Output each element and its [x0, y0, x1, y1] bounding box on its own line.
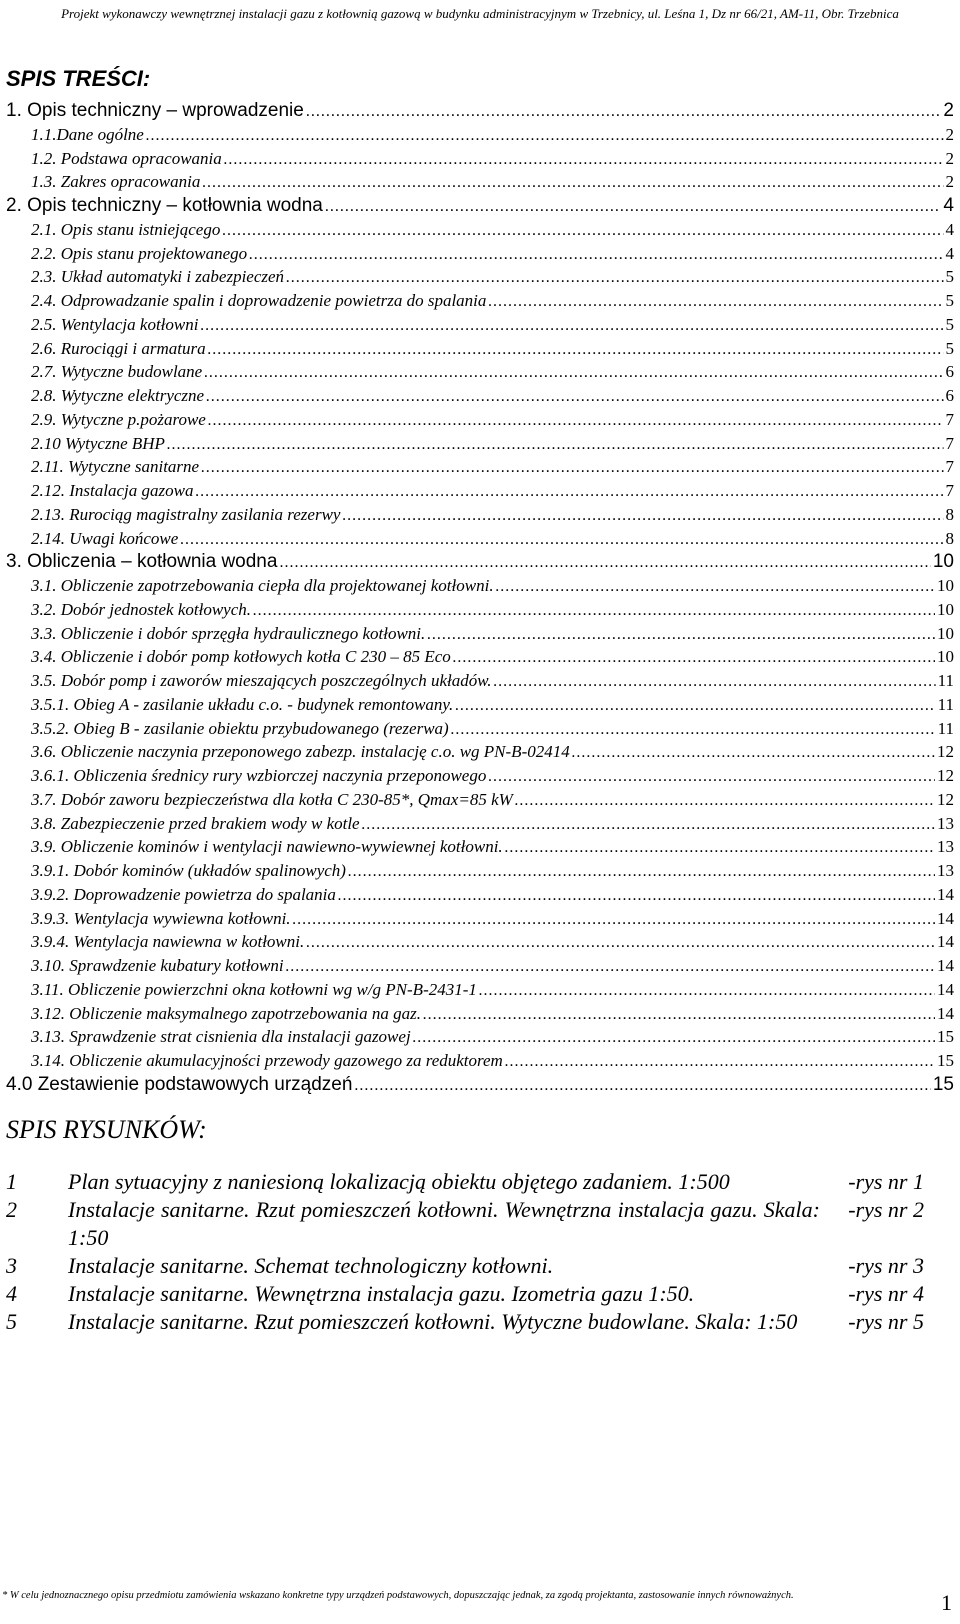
toc-leader-dots: [342, 504, 943, 528]
toc-entry-page: 13: [937, 837, 954, 857]
toc-entry[interactable]: [6, 384, 954, 408]
toc-entry-page: 5: [945, 267, 954, 287]
toc-leader-dots: [572, 741, 935, 765]
toc-entry-title: 1.2. Podstawa opracowania: [31, 148, 222, 168]
toc-title: SPIS TREŚCI:: [6, 66, 151, 91]
toc-leader-dots: [206, 385, 943, 409]
toc-entry-title: 1.1.Dane ogólne: [31, 124, 144, 144]
toc-leader-dots: [279, 551, 930, 575]
figure-reference: -rys nr 4: [848, 1281, 924, 1306]
toc-entry[interactable]: [6, 645, 954, 669]
toc-entry[interactable]: [6, 289, 954, 313]
toc-entry[interactable]: [6, 717, 954, 741]
toc-entry-page: 6: [945, 386, 954, 405]
toc-entry-page: 14: [937, 884, 954, 904]
figure-reference: -rys nr 5: [848, 1309, 924, 1334]
toc-leader-dots: [427, 623, 935, 647]
toc-entry-title: 3.6.1. Obliczenia średnicy rury wzbiorczej naczynia przeponowego: [31, 766, 487, 785]
toc-entry-page: 10: [937, 647, 954, 667]
toc-entry-title: 2.4. Odprowadzanie spalin i doprowadzenie powietrza do spalania: [31, 291, 487, 310]
toc-entry-page: 11: [937, 694, 954, 714]
toc-entry-page: 12: [937, 742, 954, 762]
toc-entry-page: 15: [937, 1051, 954, 1070]
page-header: Projekt wykonawczy wewnętrznej instalacji gazu z kotłownią gazową w budynku administracyjnym w Trzebnicy, ul. Leśna 1, Dz nr 66/21, AM-11, Obr. Trzebnica: [61, 6, 899, 21]
toc-entry-title: 2.12. Instalacja gazowa: [31, 481, 194, 500]
toc-entry[interactable]: [6, 669, 954, 693]
toc-leader-dots: [200, 314, 943, 338]
toc-entry-title: 2.3. Układ automatyki i zabezpieczeń: [31, 267, 285, 287]
toc-entry-title: 3.9.4. Wentylacja nawiewna w kotłowni.: [31, 932, 305, 952]
toc-leader-dots: [208, 409, 944, 433]
toc-entry-page: 15: [932, 1073, 954, 1095]
figure-entry: [6, 1308, 924, 1336]
toc-entry-page: 10: [937, 599, 954, 619]
toc-entry[interactable]: [6, 99, 954, 123]
toc-entry[interactable]: [6, 1025, 954, 1049]
toc-leader-dots: [286, 955, 935, 979]
figure-description: Instalacje sanitarne. Rzut pomieszczeń kotłowni. Wytyczne budowlane. Skala: 1:50: [68, 1309, 798, 1334]
toc-entry-title: 2.11. Wytyczne sanitarne: [31, 457, 200, 477]
toc-leader-dots: [488, 290, 943, 314]
toc-leader-dots: [505, 1050, 935, 1074]
page-number: 1: [941, 1590, 952, 1615]
toc-entry-title: 4.0 Zestawienie podstawowych urządzeń: [6, 1073, 353, 1095]
toc-entry[interactable]: [6, 432, 954, 456]
toc-leader-dots: [222, 219, 943, 243]
figure-reference: -rys nr 1: [848, 1169, 924, 1194]
toc-entry-title: 3.7. Dobór zaworu bezpieczeństwa dla kotła C 230-85*, Qmax=85 kW: [31, 789, 513, 809]
figure-number: 3: [6, 1253, 17, 1278]
toc-entry-title: 2.6. Rurociągi i armatura: [31, 338, 206, 358]
figure-entry: [6, 1168, 924, 1196]
toc-entry[interactable]: [6, 242, 954, 266]
toc-entry[interactable]: [6, 1002, 954, 1026]
toc-entry[interactable]: [6, 978, 954, 1002]
toc-entry-page: 11: [937, 718, 954, 738]
toc-entry-page: 4: [945, 243, 954, 263]
toc-entry-title: 2.9. Wytyczne p.pożarowe: [31, 409, 206, 429]
toc-entry-page: 5: [945, 291, 954, 310]
toc-entry-title: 2.1. Opis stanu istniejącego: [31, 219, 221, 239]
toc-entry[interactable]: [6, 574, 954, 598]
toc-entry[interactable]: [6, 740, 954, 764]
toc-leader-dots: [224, 148, 944, 172]
toc-leader-dots: [293, 908, 935, 932]
toc-entry-title: 3.4. Obliczenie i dobór pomp kotłowych kotła C 230 – 85 Eco: [31, 647, 451, 667]
figure-description: Instalacje sanitarne. Rzut pomieszczeń kotłowni. Wewnętrzna instalacja gazu. Skala: 1:50: [68, 1197, 820, 1250]
toc-entry-page: 11: [937, 671, 954, 690]
toc-leader-dots: [496, 575, 935, 599]
toc-entry-title: 3.9.2. Doprowadzenie powietrza do spalania: [31, 884, 336, 904]
figure-reference: -rys nr 2: [848, 1197, 924, 1222]
toc-entry-title: 3.6. Obliczenie naczynia przeponowego zabezp. instalację c.o. wg PN-B-02414: [31, 742, 570, 762]
toc-entry-page: 2: [945, 124, 954, 144]
figures-list: [6, 1168, 924, 1336]
toc-entry-page: 15: [937, 1027, 954, 1047]
toc-leader-dots: [146, 124, 944, 148]
toc-entry-page: 5: [945, 314, 954, 334]
toc-leader-dots: [455, 694, 935, 718]
toc-entry-page: 14: [937, 932, 954, 952]
toc-entry[interactable]: [6, 527, 954, 551]
toc-entry-page: 14: [937, 979, 954, 999]
toc-entry-title: 2.13. Rurociąg magistralny zasilania rezerwy: [31, 504, 341, 524]
table-of-contents: [6, 99, 954, 1097]
toc-entry-page: 13: [937, 813, 954, 833]
toc-entry-title: 2.10 Wytyczne BHP: [31, 433, 165, 453]
toc-leader-dots: [204, 361, 943, 385]
toc-entry[interactable]: [6, 764, 954, 788]
toc-entry[interactable]: [6, 147, 954, 171]
toc-entry[interactable]: [6, 622, 954, 646]
toc-entry[interactable]: [6, 1073, 954, 1097]
toc-entry[interactable]: [6, 907, 954, 931]
toc-entry[interactable]: [6, 1049, 954, 1073]
toc-entry[interactable]: [6, 408, 954, 432]
toc-entry-page: 12: [937, 789, 954, 809]
toc-entry-title: 3.14. Obliczenie akumulacyjności przewody gazowego za reduktorem: [31, 1051, 503, 1070]
figure-number: 2: [6, 1197, 17, 1222]
toc-leader-dots: [201, 456, 943, 480]
toc-entry-title: 3.12. Obliczenie maksymalnego zapotrzebowania na gaz.: [31, 1003, 422, 1023]
toc-entry[interactable]: [6, 337, 954, 361]
toc-entry-page: 13: [937, 861, 954, 880]
toc-entry-page: 4: [943, 195, 954, 216]
toc-entry-title: 2.5. Wentylacja kotłowni: [31, 314, 199, 334]
toc-entry-page: 4: [945, 219, 954, 239]
toc-entry[interactable]: [6, 313, 954, 337]
toc-entry[interactable]: [6, 194, 954, 218]
toc-entry[interactable]: [6, 788, 954, 812]
toc-entry-title: 3.11. Obliczenie powierzchni okna kotłowni wg w/g PN-B-2431-1: [31, 979, 477, 999]
figure-reference: -rys nr 3: [848, 1253, 924, 1278]
toc-entry-title: 3. Obliczenia – kotłownia wodna: [6, 551, 278, 573]
toc-entry-title: 3.3. Obliczenie i dobór sprzęgła hydraulicznego kotłowni.: [31, 623, 426, 643]
toc-entry-title: 3.8. Zabezpieczenie przed brakiem wody w kotle: [31, 813, 360, 833]
toc-leader-dots: [479, 979, 935, 1003]
figure-description: Instalacje sanitarne. Schemat technologiczny kotłowni.: [68, 1253, 554, 1278]
figure-entry: [6, 1280, 924, 1308]
toc-entry-page: 7: [945, 433, 954, 453]
toc-entry-page: 14: [937, 908, 954, 928]
toc-entry-page: 14: [937, 956, 954, 975]
toc-entry-title: 3.2. Dobór jednostek kotłowych.: [31, 599, 252, 619]
toc-leader-dots: [180, 528, 943, 552]
figure-number: 5: [6, 1309, 17, 1334]
figure-description: Instalacje sanitarne. Wewnętrzna instalacja gazu. Izometria gazu 1:50.: [68, 1281, 695, 1306]
toc-entry-page: 8: [945, 528, 954, 548]
toc-entry[interactable]: [6, 859, 954, 883]
toc-entry-title: 1.3. Zakres opracowania: [31, 172, 201, 192]
toc-entry-page: 10: [937, 623, 954, 643]
toc-entry-page: 2: [943, 100, 954, 121]
figure-description: Plan sytuacyjny z naniesioną lokalizacją obiektu objętego zadaniem. 1:500: [68, 1169, 730, 1194]
toc-entry-page: 7: [945, 481, 954, 500]
toc-entry-title: 3.5.1. Obieg A - zasilanie układu c.o. - budynek remontowany.: [31, 694, 454, 714]
toc-entry-title: 3.9. Obliczenie kominów i wentylacji nawiewno-wywiewnej kotłowni.: [31, 837, 503, 857]
toc-entry-title: 2.14. Uwagi końcowe: [31, 528, 179, 548]
toc-entry-page: 2: [945, 172, 954, 192]
toc-leader-dots: [249, 243, 943, 267]
toc-entry[interactable]: [6, 360, 954, 384]
figures-title: SPIS RYSUNKÓW:: [6, 1115, 207, 1144]
figure-entry: [6, 1252, 924, 1280]
toc-leader-dots: [362, 813, 935, 837]
toc-leader-dots: [195, 480, 943, 504]
toc-entry-title: 3.13. Sprawdzenie strat cisnienia dla instalacji gazowej: [31, 1027, 411, 1047]
toc-entry[interactable]: [6, 503, 954, 527]
toc-entry-page: 12: [937, 766, 954, 785]
figure-entry: [6, 1196, 924, 1252]
toc-entry[interactable]: [6, 170, 954, 194]
toc-leader-dots: [515, 789, 935, 813]
toc-entry-page: 7: [945, 409, 954, 429]
toc-leader-dots: [348, 860, 935, 884]
toc-entry[interactable]: [6, 550, 954, 574]
toc-leader-dots: [494, 670, 936, 694]
toc-entry-page: 10: [932, 551, 954, 573]
figure-number: 4: [6, 1281, 17, 1306]
toc-entry-title: 3.5.2. Obieg B - zasilanie obiektu przybudowanego (rezerwa): [31, 718, 449, 738]
toc-entry-title: 1. Opis techniczny – wprowadzenie: [6, 100, 304, 121]
toc-entry-title: 3.1. Obliczenie zapotrzebowania ciepła dla projektowanej kotłowni.: [31, 576, 494, 595]
toc-entry[interactable]: [6, 265, 954, 289]
toc-leader-dots: [306, 931, 935, 955]
toc-leader-dots: [505, 836, 935, 860]
toc-leader-dots: [286, 266, 943, 290]
toc-leader-dots: [306, 100, 942, 124]
toc-entry-page: 6: [945, 362, 954, 382]
toc-entry[interactable]: [6, 479, 954, 503]
toc-entry[interactable]: [6, 835, 954, 859]
toc-leader-dots: [338, 884, 935, 908]
toc-entry-page: 7: [945, 457, 954, 477]
toc-entry-page: 10: [937, 576, 954, 595]
toc-entry-title: 2.7. Wytyczne budowlane: [31, 362, 203, 382]
toc-entry-title: 3.9.1. Dobór kominów (układów spalinowych): [31, 861, 346, 880]
toc-entry[interactable]: [6, 123, 954, 147]
toc-entry-title: 3.5. Dobór pomp i zaworów mieszających poszczególnych układów.: [31, 671, 492, 690]
toc-entry-title: 3.10. Sprawdzenie kubatury kotłowni: [31, 956, 284, 975]
toc-leader-dots: [413, 1026, 935, 1050]
toc-entry[interactable]: [6, 812, 954, 836]
toc-entry[interactable]: [6, 954, 954, 978]
toc-leader-dots: [488, 765, 935, 789]
toc-entry[interactable]: [6, 455, 954, 479]
toc-entry[interactable]: [6, 883, 954, 907]
toc-entry-page: 8: [945, 504, 954, 524]
toc-entry-title: 2.8. Wytyczne elektryczne: [31, 386, 205, 405]
toc-leader-dots: [253, 599, 935, 623]
toc-entry-page: 2: [945, 148, 954, 168]
footnote: * W celu jednoznacznego opisu przedmiotu zamówienia wskazano konkretne typy urządzeń podstawowych, dopuszczając jednak, za zgodą projektanta, zastosowanie innych równoważnych.: [2, 1590, 794, 1601]
toc-entry-title: 2. Opis techniczny – kotłownia wodna: [6, 195, 323, 216]
toc-entry-page: 14: [937, 1003, 954, 1023]
toc-entry-title: 2.2. Opis stanu projektowanego: [31, 243, 248, 263]
figure-number: 1: [6, 1169, 17, 1194]
toc-leader-dots: [354, 1074, 930, 1098]
toc-entry-page: 5: [945, 338, 954, 358]
toc-entry[interactable]: [6, 693, 954, 717]
toc-leader-dots: [453, 646, 935, 670]
toc-entry-title: 3.9.3. Wentylacja wywiewna kotłowni.: [31, 908, 291, 928]
toc-leader-dots: [208, 338, 944, 362]
toc-entry[interactable]: [6, 930, 954, 954]
toc-leader-dots: [202, 171, 943, 195]
toc-leader-dots: [325, 195, 942, 219]
toc-entry[interactable]: [6, 598, 954, 622]
toc-entry[interactable]: [6, 218, 954, 242]
toc-leader-dots: [423, 1003, 935, 1027]
toc-leader-dots: [451, 718, 936, 742]
toc-leader-dots: [167, 433, 944, 457]
